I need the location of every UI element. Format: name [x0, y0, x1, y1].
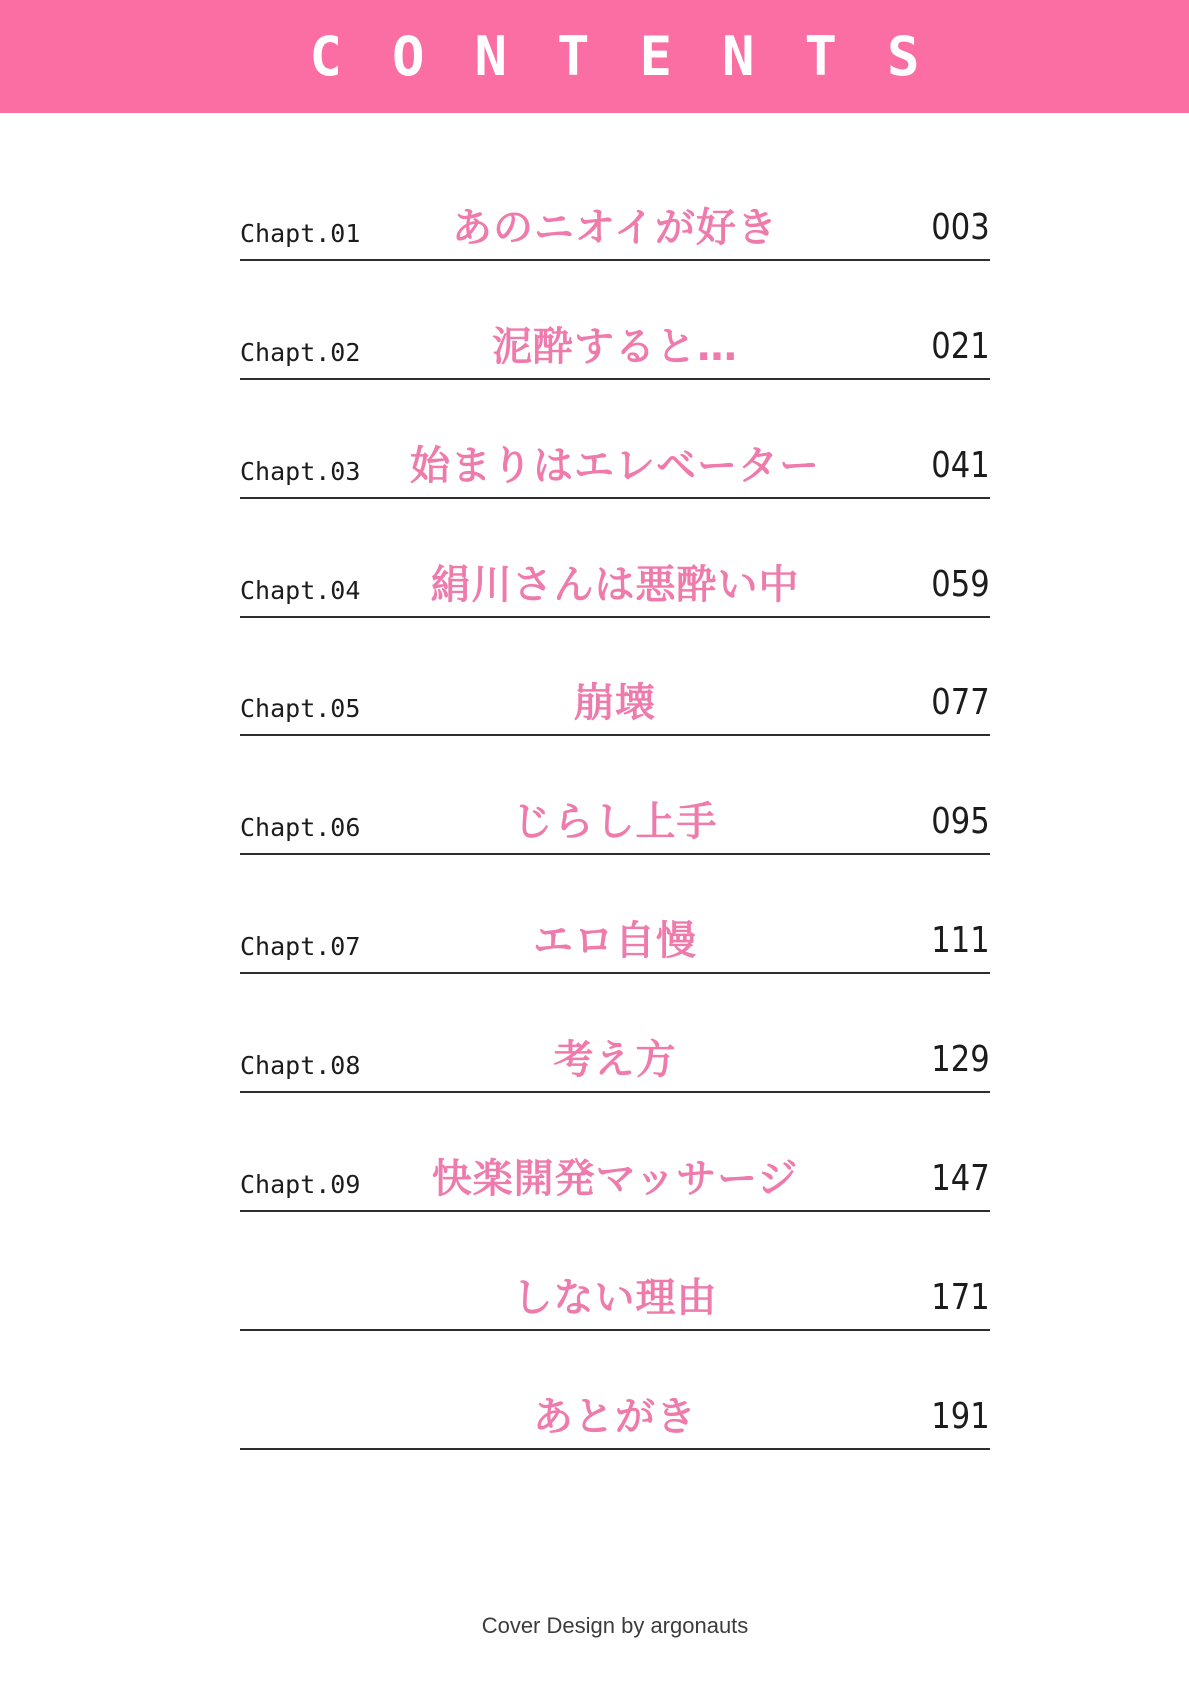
toc-row	[240, 1331, 990, 1450]
chapter-title: あのニオイが好き	[452, 204, 778, 251]
chapter-title: 考え方	[553, 1037, 677, 1084]
chapter-title: 始まりはエレベーター	[410, 442, 820, 489]
page-number: 059	[931, 563, 990, 605]
page-number: 191	[931, 1395, 990, 1437]
chapter-label: Chapt.03	[240, 456, 361, 486]
chapter-title: 快楽開発マッサージ	[431, 1156, 799, 1203]
chapter-title: 絹川さんは悪酔い中	[430, 561, 800, 608]
page-title: CONTENTS	[309, 24, 970, 88]
page-number: 111	[931, 920, 990, 962]
chapter-title: じらし上手	[512, 799, 718, 846]
toc-row	[240, 855, 990, 974]
table-of-contents	[240, 142, 990, 1450]
chapter-label: Chapt.05	[240, 694, 361, 724]
chapter-label: Chapt.01	[240, 218, 361, 248]
page-number: 041	[931, 444, 990, 486]
chapter-label: Chapt.07	[240, 932, 361, 962]
toc-row	[240, 618, 990, 737]
page-number: 171	[931, 1276, 990, 1318]
toc-row	[240, 974, 990, 1093]
header-band	[0, 0, 1189, 113]
chapter-title: しない理由	[512, 1274, 718, 1321]
chapter-title: エロ自慢	[533, 918, 697, 965]
footer-credit: Cover Design by argonauts	[481, 1613, 749, 1638]
chapter-title: あとがき	[533, 1393, 697, 1440]
toc-row	[240, 736, 990, 855]
toc-row	[240, 261, 990, 380]
chapter-label: Chapt.08	[240, 1051, 361, 1081]
page-number: 129	[931, 1039, 990, 1081]
chapter-title: 泥酔すると…	[492, 323, 738, 370]
page-number: 095	[931, 801, 990, 843]
page-number: 147	[931, 1158, 990, 1200]
page-number: 077	[931, 682, 990, 724]
chapter-label: Chapt.02	[240, 337, 361, 367]
chapter-label: Chapt.06	[240, 813, 361, 843]
chapter-title: 崩壊	[574, 680, 656, 727]
chapter-label: Chapt.09	[240, 1170, 361, 1200]
chapter-label: Chapt.04	[240, 575, 361, 605]
toc-row	[240, 1093, 990, 1212]
toc-row	[240, 1212, 990, 1331]
page-number: 003	[931, 206, 990, 248]
toc-row	[240, 142, 990, 261]
page-number: 021	[931, 325, 990, 367]
toc-row	[240, 380, 990, 499]
toc-row	[240, 499, 990, 618]
